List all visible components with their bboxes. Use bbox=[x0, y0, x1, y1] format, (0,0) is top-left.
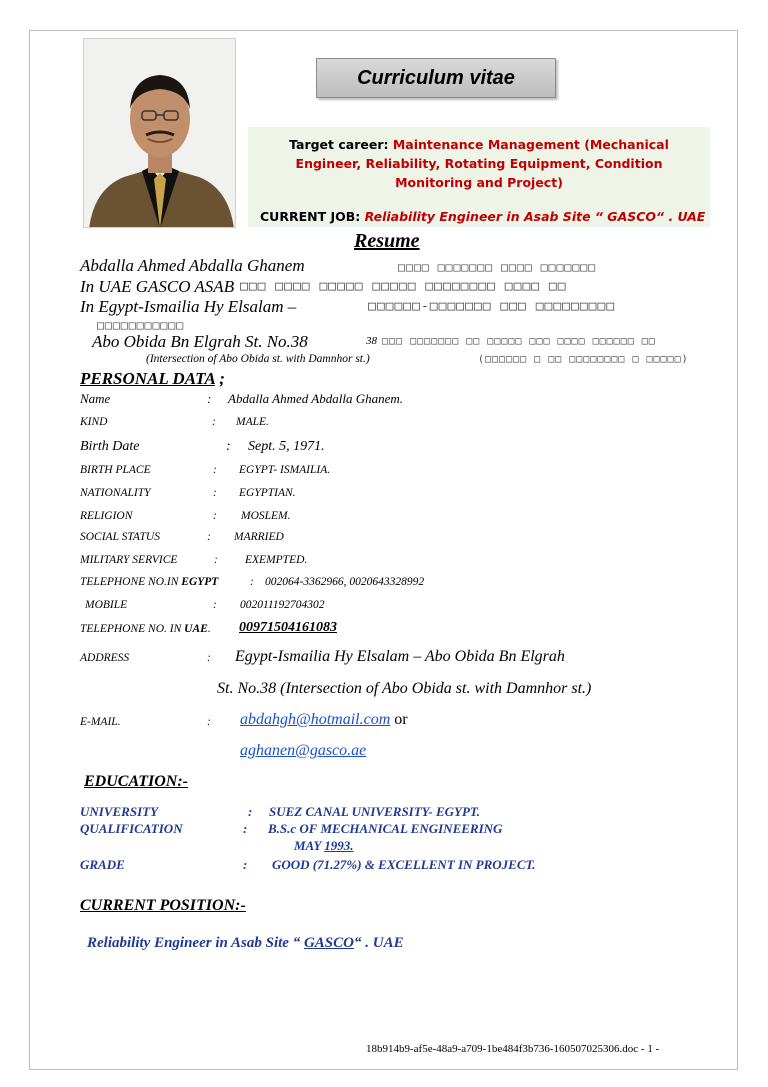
target-career-label: Target career: bbox=[289, 137, 389, 152]
current-job-line bbox=[260, 209, 705, 224]
personal-data-heading bbox=[80, 369, 225, 389]
birthplace-value: EGYPT- ISMAILIA. bbox=[239, 464, 331, 476]
grade-value: GOOD (71.27%) & EXCELLENT IN PROJECT. bbox=[272, 857, 536, 872]
email-or: or bbox=[394, 711, 408, 728]
grade-label: GRADE bbox=[80, 857, 125, 872]
cv-title: Curriculum vitae bbox=[357, 67, 515, 89]
email-link-1[interactable]: abdahgh@hotmail.com bbox=[240, 711, 391, 728]
military-colon: : bbox=[214, 554, 218, 566]
current-position-company: GASCO bbox=[303, 935, 354, 951]
current-position-heading: CURRENT POSITION:- bbox=[80, 897, 246, 914]
intro-name: Abdalla Ahmed Abdalla Ghanem bbox=[80, 256, 305, 275]
university-colon: : bbox=[248, 804, 253, 819]
name-value: Abdalla Ahmed Abdalla Ghanem. bbox=[228, 391, 404, 406]
intro-arabic-3b: □□□□□□□□□□□ bbox=[97, 318, 185, 332]
email-line-1 bbox=[240, 711, 408, 729]
military-value: EXEMPTED. bbox=[245, 554, 308, 566]
personal-data-heading-text: PERSONAL DATA bbox=[80, 369, 215, 388]
current-job-label: CURRENT JOB: bbox=[260, 209, 361, 224]
university-label: UNIVERSITY bbox=[80, 804, 159, 819]
current-position-prefix: Reliability Engineer in Asab Site “ bbox=[87, 935, 301, 951]
intro-line-4: Abo Obida Bn Elgrah St. No.38 bbox=[92, 332, 308, 351]
intro-line-4-num: 38 bbox=[366, 335, 377, 347]
qualification-date-year: 1993. bbox=[324, 838, 354, 853]
religion-value: MOSLEM. bbox=[241, 510, 291, 522]
personal-data-heading-suffix: ; bbox=[219, 369, 225, 388]
tel-egypt-colon: : bbox=[250, 576, 254, 588]
social-label: SOCIAL STATUS bbox=[80, 531, 160, 543]
mobile-colon: : bbox=[213, 599, 217, 611]
email-line-2 bbox=[240, 742, 366, 760]
birthplace-label: BIRTH PLACE bbox=[80, 464, 151, 476]
social-value: MARRIED bbox=[234, 531, 284, 543]
tel-uae-value: 00971504161083 bbox=[239, 620, 337, 635]
name-label: Name bbox=[80, 391, 111, 406]
intro-line-3: In Egypt-Ismailia Hy Elsalam – bbox=[80, 297, 297, 316]
religion-label: RELIGION bbox=[80, 510, 133, 522]
address-value-2: St. No.38 (Intersection of Abo Obida st. with Damnhor st.) bbox=[217, 680, 592, 697]
qualification-label: QUALIFICATION bbox=[80, 821, 183, 836]
qualification-date bbox=[294, 838, 353, 854]
nationality-label: NATIONALITY bbox=[80, 487, 151, 499]
grade-colon: : bbox=[243, 857, 248, 872]
intro-arabic-5: (□□□□□□ □ □□ □□□□□□□□ □ □□□□□) bbox=[478, 354, 689, 365]
nationality-colon: : bbox=[213, 487, 217, 499]
tel-egypt-line bbox=[80, 576, 218, 588]
intro-line-5: (Intersection of Abo Obida st. with Damnhor st.) bbox=[146, 353, 370, 365]
tel-egypt-label: TELEPHONE NO.IN bbox=[80, 576, 179, 588]
profile-photo bbox=[83, 38, 236, 228]
birthplace-colon: : bbox=[213, 464, 217, 476]
intro-arabic-4: □□□ □□□□□□□ □□ □□□□□ □□□ □□□□ □□□□□□ □□ bbox=[382, 336, 656, 347]
birth-colon: : bbox=[226, 439, 231, 454]
intro-arabic-3: □□□□□□-□□□□□□□ □□□ □□□□□□□□□ bbox=[368, 299, 616, 314]
education-heading: EDUCATION:- bbox=[84, 773, 189, 790]
intro-line-2: In UAE GASCO ASAB bbox=[80, 277, 235, 296]
kind-colon: : bbox=[212, 416, 216, 428]
religion-colon: : bbox=[213, 510, 217, 522]
target-career-value: Maintenance Management bbox=[392, 137, 580, 152]
social-colon: : bbox=[207, 531, 211, 543]
current-position-line bbox=[87, 935, 404, 952]
mobile-label: MOBILE bbox=[85, 599, 128, 611]
address-colon: : bbox=[207, 652, 211, 664]
resume-title: Resume bbox=[354, 230, 420, 252]
target-career-box bbox=[248, 127, 710, 227]
birth-value: Sept. 5, 1971. bbox=[248, 439, 325, 454]
current-position-suffix: “ . UAE bbox=[354, 935, 404, 951]
qualification-value: B.S.c OF MECHANICAL ENGINEERING bbox=[268, 821, 503, 836]
kind-value: MALE. bbox=[236, 416, 269, 428]
birth-label: Birth Date bbox=[80, 439, 140, 454]
address-value-1: Egypt-Ismailia Hy Elsalam – Abo Obida Bn Elgrah bbox=[235, 648, 565, 665]
tel-uae-label: TELEPHONE NO. IN bbox=[80, 623, 182, 635]
address-label: ADDRESS bbox=[80, 652, 130, 664]
qualification-colon: : bbox=[243, 821, 248, 836]
target-career-detail: (Mechanical Engineer, Reliability, Rotating Equipment, Condition Monitoring and Project) bbox=[295, 137, 669, 190]
target-career-text bbox=[258, 135, 700, 192]
nationality-value: EGYPTIAN. bbox=[239, 487, 296, 499]
tel-egypt-value: 002064-3362966, 0020643328992 bbox=[265, 576, 425, 588]
tel-uae-country: UAE bbox=[184, 623, 208, 635]
mobile-value: 002011192704302 bbox=[240, 599, 325, 611]
name-colon: : bbox=[207, 391, 212, 406]
university-value: SUEZ CANAL UNIVERSITY- EGYPT. bbox=[269, 804, 480, 819]
footer-filename: 18b914b9-af5e-48a9-a709-1be484f3b736-160507025306.doc - 1 - bbox=[366, 1043, 660, 1055]
intro-arabic-2: □□□ □□□□ □□□□□ □□□□□ □□□□□□□□ □□□□ □□ bbox=[240, 279, 567, 294]
tel-egypt-country: EGYPT bbox=[181, 576, 219, 588]
email-label: E-MAIL. bbox=[80, 716, 121, 728]
current-job-value: Reliability Engineer in Asab Site “ GASCO“ . UAE bbox=[364, 209, 706, 224]
intro-arabic-1: □□□□ □□□□□□□ □□□□ □□□□□□□ bbox=[398, 260, 597, 274]
email-colon: : bbox=[207, 716, 211, 728]
military-label: MILITARY SERVICE bbox=[80, 554, 178, 566]
tel-uae-line: TELEPHONE NO. IN UAE. bbox=[80, 623, 211, 635]
cv-title-banner bbox=[316, 58, 556, 98]
qualification-date-month: MAY bbox=[294, 838, 321, 853]
email-link-2[interactable]: aghanen@gasco.ae bbox=[240, 742, 367, 759]
kind-label: KIND bbox=[80, 416, 108, 428]
